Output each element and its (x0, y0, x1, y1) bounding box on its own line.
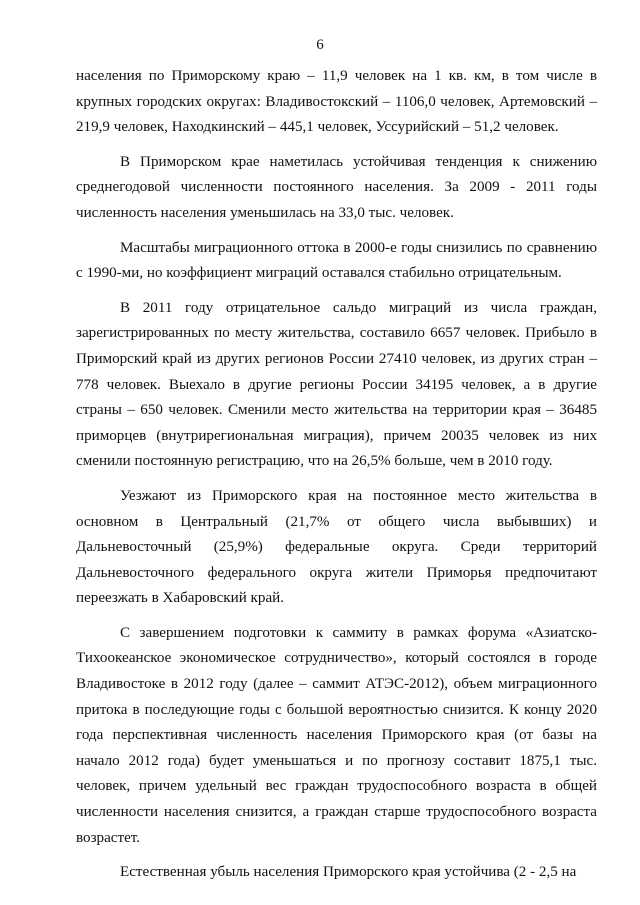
paragraph-apec-summit: С завершением подготовки к саммиту в рамках форума «Азиатско-Тихоокеанское экономическое сотрудничество», который состоялся в городе Владивостоке в 2012 году (далее – саммит АТЭС-2012), объем миграционного притока в последующие годы с большой вероятностью снизится. К концу 2020 года перспективная численность населения Приморского края (от базы на начало 2012 года) будет уменьшаться и по прогнозу составит 1875,1 тыс. человек, причем удельный вес граждан трудоспособного возраста в общей численности населения снизится, а граждан старше трудоспособного возраста возрастет. (76, 624, 597, 846)
paragraph-continuation: населения по Приморскому краю – 11,9 человек на 1 кв. км, в том числе в крупных городских округах: Владивостокский – 1106,0 человек, Артемовский – 219,9 человек, Находкинский – 445,1 человек, Уссурийский – 51,2 человек. (76, 68, 597, 136)
paragraph-natural-decrease: Естественная убыль населения Приморского края устойчива (2 - 2,5 на (120, 864, 577, 881)
page-number: 6 (316, 37, 324, 53)
body-text (76, 64, 597, 886)
paragraph-destinations: Уезжают из Приморского края на постоянное место жительства в основном в Центральный (21,7% от общего числа выбывших) и Дальневосточный (25,9%) федеральные округа. Среди территорий Дальневосточного федерального округа жители Приморья предпочитают переезжать в Хабаровский край. (76, 487, 597, 607)
paragraph-population-decline: В Приморском крае наметилась устойчивая тенденция к снижению среднегодовой численности постоянного населения. За 2009 - 2011 годы численность населения уменьшилась на 33,0 тыс. человек. (76, 153, 597, 221)
paragraph-migration-2011: В 2011 году отрицательное сальдо миграций из числа граждан, зарегистрированных по месту жительства, составило 6657 человек. Прибыло в Приморский край из других регионов России 27410 человек, из других стран – 778 человек. Выехало в другие регионы России 34195 человек, а в другие страны – 650 человек. Сменили место жительства на территории края – 36485 приморцев (внутрирегиональная миграция), причем 20035 человек из них сменили постоянную регистрацию, что на 26,5% больше, чем в 2010 году. (76, 299, 597, 470)
paragraph-migration-outflow: Масштабы миграционного оттока в 2000-е годы снизились по сравнению с 1990-ми, но коэффициент миграций оставался стабильно отрицательным. (76, 239, 597, 282)
